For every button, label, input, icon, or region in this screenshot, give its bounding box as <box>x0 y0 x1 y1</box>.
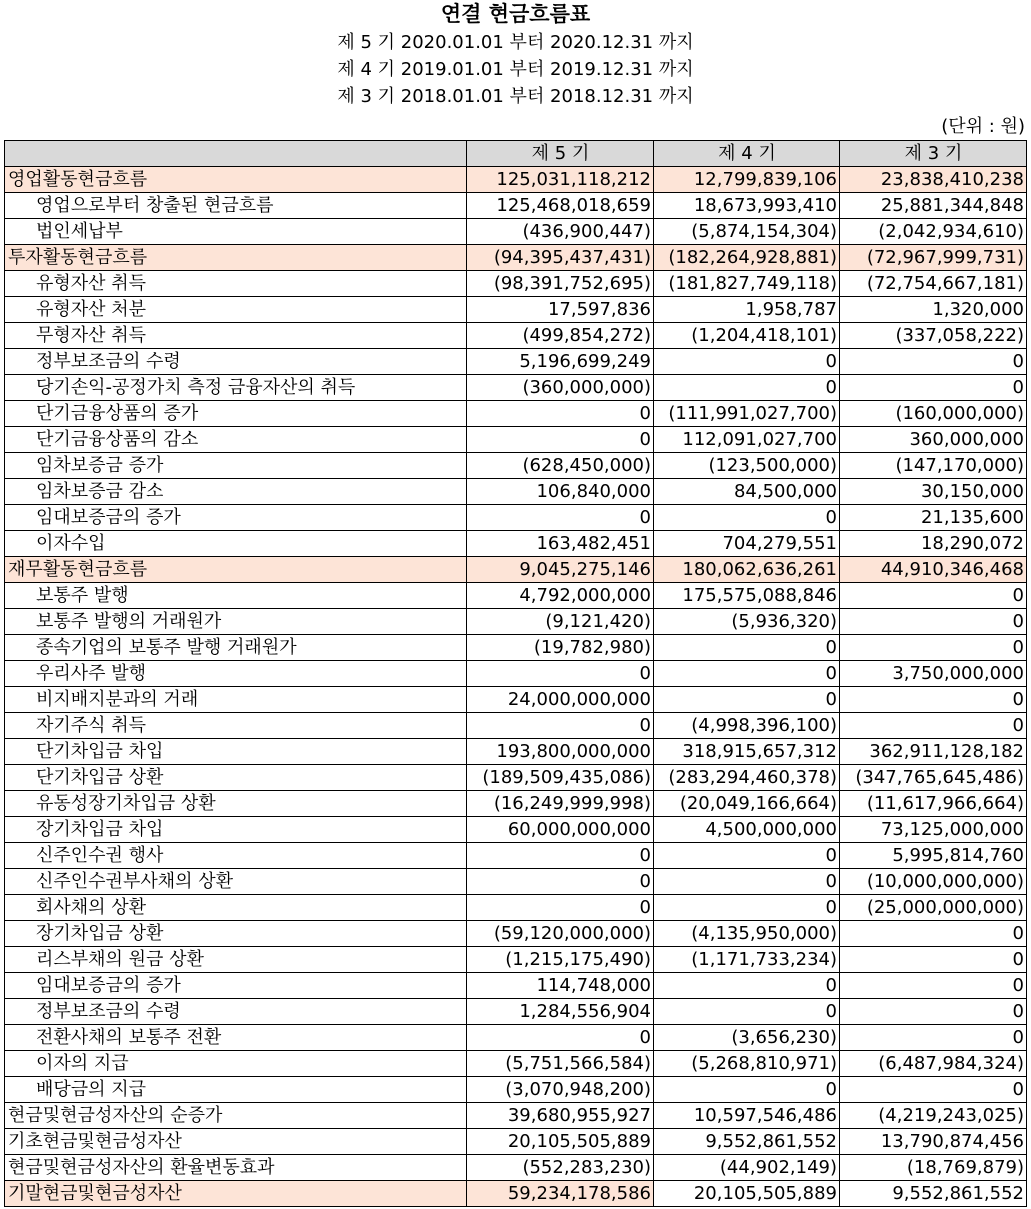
table-row <box>5 817 1027 843</box>
value-period-3: (160,000,000) <box>840 401 1027 427</box>
value-period-5: 60,000,000,000 <box>467 817 654 843</box>
row-label: 단기차입금 차입 <box>5 739 467 765</box>
value-period-5: 125,468,018,659 <box>467 193 654 219</box>
table-row <box>5 1077 1027 1103</box>
value-period-3: 0 <box>840 375 1027 401</box>
value-period-3: (25,000,000,000) <box>840 895 1027 921</box>
value-period-5: 39,680,955,927 <box>467 1103 654 1129</box>
value-period-5: 0 <box>467 895 654 921</box>
value-period-4: (5,936,320) <box>654 609 840 635</box>
value-period-3: 1,320,000 <box>840 297 1027 323</box>
value-period-5: 0 <box>467 427 654 453</box>
value-period-5: 125,031,118,212 <box>467 167 654 193</box>
value-period-4: 84,500,000 <box>654 479 840 505</box>
row-label: 임대보증금의 증가 <box>5 973 467 999</box>
value-period-5: 0 <box>467 869 654 895</box>
row-label: 장기차입금 상환 <box>5 921 467 947</box>
value-period-5: (16,249,999,998) <box>467 791 654 817</box>
value-period-3: (4,219,243,025) <box>840 1103 1027 1129</box>
value-period-5: 0 <box>467 661 654 687</box>
value-period-3: (72,967,999,731) <box>840 245 1027 271</box>
row-label: 비지배지분과의 거래 <box>5 687 467 713</box>
value-period-4: 0 <box>654 661 840 687</box>
table-row <box>5 531 1027 557</box>
row-label: 영업활동현금흐름 <box>5 167 467 193</box>
row-label: 법인세납부 <box>5 219 467 245</box>
row-label: 이자수입 <box>5 531 467 557</box>
row-label: 장기차입금 차입 <box>5 817 467 843</box>
row-label: 전환사채의 보통주 전환 <box>5 1025 467 1051</box>
value-period-4: 704,279,551 <box>654 531 840 557</box>
value-period-5: 20,105,505,889 <box>467 1129 654 1155</box>
table-row <box>5 1181 1027 1207</box>
table-row <box>5 791 1027 817</box>
value-period-3: 13,790,874,456 <box>840 1129 1027 1155</box>
value-period-5: 1,284,556,904 <box>467 999 654 1025</box>
table-row <box>5 921 1027 947</box>
header-row <box>5 141 1027 167</box>
value-period-5: 0 <box>467 843 654 869</box>
table-row <box>5 193 1027 219</box>
table-row <box>5 375 1027 401</box>
value-period-4: 9,552,861,552 <box>654 1129 840 1155</box>
row-label: 현금및현금성자산의 환율변동효과 <box>5 1155 467 1181</box>
value-period-3: 0 <box>840 609 1027 635</box>
row-label: 신주인수권 행사 <box>5 843 467 869</box>
value-period-5: 9,045,275,146 <box>467 557 654 583</box>
value-period-4: 0 <box>654 895 840 921</box>
row-label: 배당금의 지급 <box>5 1077 467 1103</box>
row-label: 임차보증금 증가 <box>5 453 467 479</box>
value-period-4: 0 <box>654 505 840 531</box>
value-period-3: 360,000,000 <box>840 427 1027 453</box>
table-row <box>5 973 1027 999</box>
row-label: 보통주 발행의 거래원가 <box>5 609 467 635</box>
table-body <box>5 167 1027 1207</box>
cash-flow-table <box>4 140 1027 1207</box>
value-period-5: 114,748,000 <box>467 973 654 999</box>
value-period-4: 318,915,657,312 <box>654 739 840 765</box>
table-row <box>5 635 1027 661</box>
value-period-3: (72,754,667,181) <box>840 271 1027 297</box>
value-period-4: 0 <box>654 843 840 869</box>
value-period-4: (4,998,396,100) <box>654 713 840 739</box>
value-period-4: 0 <box>654 349 840 375</box>
value-period-3: 0 <box>840 349 1027 375</box>
value-period-4: (20,049,166,664) <box>654 791 840 817</box>
table-row <box>5 505 1027 531</box>
value-period-4: (1,171,733,234) <box>654 947 840 973</box>
row-label: 임대보증금의 증가 <box>5 505 467 531</box>
value-period-4: 175,575,088,846 <box>654 583 840 609</box>
value-period-3: 0 <box>840 583 1027 609</box>
value-period-4: 18,673,993,410 <box>654 193 840 219</box>
value-period-3: 3,750,000,000 <box>840 661 1027 687</box>
value-period-3: 30,150,000 <box>840 479 1027 505</box>
value-period-3: 362,911,128,182 <box>840 739 1027 765</box>
value-period-3: 0 <box>840 687 1027 713</box>
row-label: 유형자산 처분 <box>5 297 467 323</box>
value-period-4: (3,656,230) <box>654 1025 840 1051</box>
row-label: 정부보조금의 수령 <box>5 349 467 375</box>
row-label: 기말현금및현금성자산 <box>5 1181 467 1207</box>
row-label: 현금및현금성자산의 순증가 <box>5 1103 467 1129</box>
value-period-3: 23,838,410,238 <box>840 167 1027 193</box>
value-period-4: 112,091,027,700 <box>654 427 840 453</box>
row-label: 기초현금및현금성자산 <box>5 1129 467 1155</box>
row-label: 영업으로부터 창출된 현금흐름 <box>5 193 467 219</box>
value-period-5: (19,782,980) <box>467 635 654 661</box>
row-label: 자기주식 취득 <box>5 713 467 739</box>
value-period-5: (360,000,000) <box>467 375 654 401</box>
value-period-5: 0 <box>467 1025 654 1051</box>
row-label: 유형자산 취득 <box>5 271 467 297</box>
row-label: 단기금융상품의 감소 <box>5 427 467 453</box>
value-period-5: 24,000,000,000 <box>467 687 654 713</box>
value-period-5: (98,391,752,695) <box>467 271 654 297</box>
value-period-5: (436,900,447) <box>467 219 654 245</box>
value-period-3: 9,552,861,552 <box>840 1181 1027 1207</box>
value-period-5: (3,070,948,200) <box>467 1077 654 1103</box>
row-label: 종속기업의 보통주 발행 거래원가 <box>5 635 467 661</box>
period-line-5: 제 5 기 2020.01.01 부터 2020.12.31 까지 <box>337 32 694 53</box>
table-row <box>5 895 1027 921</box>
row-label: 우리사주 발행 <box>5 661 467 687</box>
value-period-5: (1,215,175,490) <box>467 947 654 973</box>
value-period-3: 0 <box>840 921 1027 947</box>
value-period-5: (94,395,437,431) <box>467 245 654 271</box>
value-period-4: 0 <box>654 1077 840 1103</box>
value-period-3: 0 <box>840 947 1027 973</box>
table-row <box>5 1129 1027 1155</box>
value-period-3: (10,000,000,000) <box>840 869 1027 895</box>
table-row <box>5 1103 1027 1129</box>
value-period-3: 0 <box>840 973 1027 999</box>
value-period-5: 0 <box>467 505 654 531</box>
table-row <box>5 349 1027 375</box>
value-period-4: 20,105,505,889 <box>654 1181 840 1207</box>
value-period-4: (1,204,418,101) <box>654 323 840 349</box>
row-label: 회사채의 상환 <box>5 895 467 921</box>
value-period-5: 106,840,000 <box>467 479 654 505</box>
table-row <box>5 557 1027 583</box>
value-period-4: (111,991,027,700) <box>654 401 840 427</box>
statement-title: 연결 현금흐름표 <box>440 2 591 26</box>
value-period-5: (189,509,435,086) <box>467 765 654 791</box>
table-row <box>5 869 1027 895</box>
value-period-4: 0 <box>654 375 840 401</box>
row-label: 리스부채의 원금 상환 <box>5 947 467 973</box>
value-period-4: 180,062,636,261 <box>654 557 840 583</box>
table-row <box>5 687 1027 713</box>
header-period-5: 제 5 기 <box>467 141 654 167</box>
table-row <box>5 245 1027 271</box>
table-row <box>5 713 1027 739</box>
value-period-5: 17,597,836 <box>467 297 654 323</box>
table-row <box>5 167 1027 193</box>
value-period-3: (18,769,879) <box>840 1155 1027 1181</box>
value-period-5: (5,751,566,584) <box>467 1051 654 1077</box>
value-period-4: (44,902,149) <box>654 1155 840 1181</box>
value-period-4: (5,874,154,304) <box>654 219 840 245</box>
value-period-5: (628,450,000) <box>467 453 654 479</box>
value-period-5: 59,234,178,586 <box>467 1181 654 1207</box>
table-row <box>5 401 1027 427</box>
value-period-4: 1,958,787 <box>654 297 840 323</box>
value-period-4: (123,500,000) <box>654 453 840 479</box>
header-label-col <box>5 141 467 167</box>
value-period-4: 0 <box>654 999 840 1025</box>
table-row <box>5 297 1027 323</box>
table-row <box>5 427 1027 453</box>
value-period-3: 73,125,000,000 <box>840 817 1027 843</box>
value-period-3: 0 <box>840 635 1027 661</box>
value-period-5: (9,121,420) <box>467 609 654 635</box>
table-row <box>5 453 1027 479</box>
table-row <box>5 661 1027 687</box>
value-period-5: (552,283,230) <box>467 1155 654 1181</box>
value-period-3: 25,881,344,848 <box>840 193 1027 219</box>
value-period-3: 0 <box>840 999 1027 1025</box>
value-period-5: (499,854,272) <box>467 323 654 349</box>
value-period-5: 193,800,000,000 <box>467 739 654 765</box>
period-line-3: 제 3 기 2018.01.01 부터 2018.12.31 까지 <box>337 86 694 107</box>
value-period-5: 5,196,699,249 <box>467 349 654 375</box>
value-period-5: 163,482,451 <box>467 531 654 557</box>
value-period-3: (11,617,966,664) <box>840 791 1027 817</box>
value-period-5: 4,792,000,000 <box>467 583 654 609</box>
table-row <box>5 1155 1027 1181</box>
value-period-3: 0 <box>840 713 1027 739</box>
table-row <box>5 947 1027 973</box>
value-period-4: (283,294,460,378) <box>654 765 840 791</box>
table-row <box>5 219 1027 245</box>
unit-label: (단위 : 원) <box>941 116 1025 137</box>
value-period-4: 0 <box>654 635 840 661</box>
period-line-4: 제 4 기 2019.01.01 부터 2019.12.31 까지 <box>337 59 694 80</box>
row-label: 이자의 지급 <box>5 1051 467 1077</box>
table-row <box>5 1051 1027 1077</box>
header-period-4: 제 4 기 <box>654 141 840 167</box>
value-period-3: (347,765,645,486) <box>840 765 1027 791</box>
row-label: 임차보증금 감소 <box>5 479 467 505</box>
value-period-3: (6,487,984,324) <box>840 1051 1027 1077</box>
value-period-4: (181,827,749,118) <box>654 271 840 297</box>
table-row <box>5 583 1027 609</box>
value-period-4: 0 <box>654 973 840 999</box>
row-label: 단기차입금 상환 <box>5 765 467 791</box>
value-period-3: 21,135,600 <box>840 505 1027 531</box>
value-period-4: 0 <box>654 687 840 713</box>
table-row <box>5 1025 1027 1051</box>
row-label: 단기금융상품의 증가 <box>5 401 467 427</box>
row-label: 정부보조금의 수령 <box>5 999 467 1025</box>
table-row <box>5 609 1027 635</box>
table-row <box>5 843 1027 869</box>
table-row <box>5 999 1027 1025</box>
value-period-3: 5,995,814,760 <box>840 843 1027 869</box>
table-row <box>5 765 1027 791</box>
row-label: 당기손익-공정가치 측정 금융자산의 취득 <box>5 375 467 401</box>
value-period-3: 0 <box>840 1077 1027 1103</box>
row-label: 재무활동현금흐름 <box>5 557 467 583</box>
row-label: 신주인수권부사채의 상환 <box>5 869 467 895</box>
table-row <box>5 323 1027 349</box>
table-row <box>5 271 1027 297</box>
value-period-4: 10,597,546,486 <box>654 1103 840 1129</box>
row-label: 무형자산 취득 <box>5 323 467 349</box>
value-period-3: (147,170,000) <box>840 453 1027 479</box>
value-period-4: (182,264,928,881) <box>654 245 840 271</box>
value-period-3: (337,058,222) <box>840 323 1027 349</box>
value-period-3: 0 <box>840 1025 1027 1051</box>
row-label: 유동성장기차입금 상환 <box>5 791 467 817</box>
value-period-4: 4,500,000,000 <box>654 817 840 843</box>
header-period-3: 제 3 기 <box>840 141 1027 167</box>
row-label: 보통주 발행 <box>5 583 467 609</box>
table-row <box>5 739 1027 765</box>
value-period-4: (5,268,810,971) <box>654 1051 840 1077</box>
table-row <box>5 479 1027 505</box>
value-period-3: 18,290,072 <box>840 531 1027 557</box>
value-period-4: (4,135,950,000) <box>654 921 840 947</box>
value-period-3: (2,042,934,610) <box>840 219 1027 245</box>
value-period-4: 12,799,839,106 <box>654 167 840 193</box>
value-period-4: 0 <box>654 869 840 895</box>
value-period-5: 0 <box>467 713 654 739</box>
row-label: 투자활동현금흐름 <box>5 245 467 271</box>
value-period-3: 44,910,346,468 <box>840 557 1027 583</box>
value-period-5: (59,120,000,000) <box>467 921 654 947</box>
value-period-5: 0 <box>467 401 654 427</box>
